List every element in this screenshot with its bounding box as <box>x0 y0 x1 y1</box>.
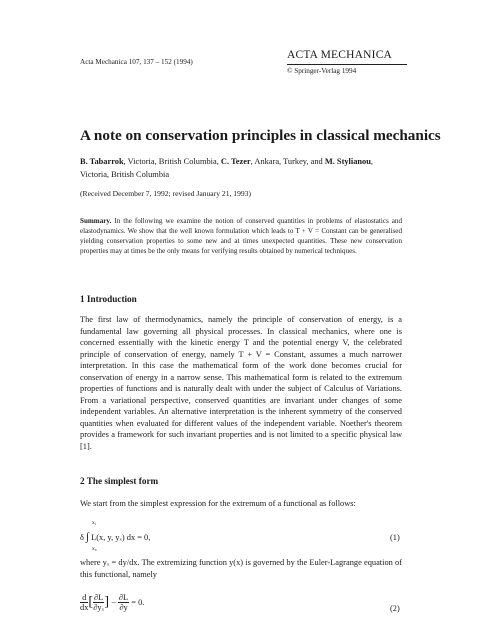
copyright-notice: © Springer-Verlag 1994 <box>287 67 357 75</box>
fraction: $\frac{\partial L}{\text{∂yₓ}}$ <box>93 593 105 612</box>
abstract <box>80 216 402 256</box>
body-paragraph: The first law of thermodynamics, namely the principle of conservation of energy, is a fundamental law governing all physical processes. In classical mechanics, where one is concerned essentially with the kinetic energy T and the potential energy V, the celebrated principle of conservation of energy, namely T + V = Constant, assumes a much narrower interpretation. In this case the mathematical form of the work done becomes crucial for conservation of energy in a narrow sense. This mathematical form is related to the extremum properties of functions and is naturally dealt with under the subject of Calculus of Variations. From a variational perspective, conserved quantities are invariant under changes of some independent variables. An alternative interpretation is the inherent symmetry of the conserved quantities when evaluated for different values of the independent variable. Noether's theorem provides a framework for such invariant properties and is not limited to a specific physical law [1]. <box>80 315 402 452</box>
equation-1-body: L(x, y, yₓ) dx = 0, <box>91 533 151 542</box>
equation-1 <box>80 531 150 543</box>
fraction: $\frac{\partial L}{\partial y}$ <box>118 593 129 612</box>
author-affiliation: , Ankara, Turkey, and <box>250 157 325 166</box>
body-paragraph: where yₓ = dy/dx. The extremizing function y(x) is governed by the Euler-Lagrange equation of this functional, namely <box>80 558 402 579</box>
fraction: $\frac{d}{dx}$ <box>80 593 89 612</box>
header-rule <box>287 64 407 65</box>
journal-name: ACTA MECHANICA <box>287 49 393 61</box>
author-name: B. Tabarrok <box>80 157 124 166</box>
section-heading: 1 Introduction <box>80 294 137 304</box>
equation-number: (1) <box>390 533 400 542</box>
journal-citation: Acta Mechanica 107, 137 – 152 (1994) <box>80 58 193 66</box>
author-name: C. Tezer <box>220 157 251 166</box>
received-dates: (Received December 7, 1992; revised January 21, 1993) <box>80 189 252 198</box>
equation-number: (2) <box>390 604 400 613</box>
author-affiliation: , Victoria, British Columbia, <box>123 157 221 166</box>
integral-sign: ∫ <box>86 531 90 543</box>
author-list <box>80 156 402 181</box>
integral-lower-limit: x₀ <box>92 546 97 552</box>
integral-upper-limit: x₁ <box>92 520 97 526</box>
variation-symbol: δ <box>80 533 84 542</box>
abstract-label: Summary. <box>80 217 112 225</box>
section-heading: 2 The simplest form <box>80 476 159 486</box>
paper-title: A note on conservation principles in classical mechanics <box>80 127 441 144</box>
body-paragraph: We start from the simplest expression for the extremum of a functional as follows: <box>80 499 356 508</box>
equation-2: $\frac{d}{dx}$ [ $\frac{\partial L}{\text{∂yₓ}}$ ] − $\frac{\partial L}{\partial y}$ = 0. <box>80 593 145 612</box>
author-affiliation: , Victoria, British Columbia <box>80 157 373 179</box>
author-name: M. Stylianou <box>324 157 371 166</box>
abstract-text: In the following we examine the notion of conserved quantities in problems of elastostatics and elastodynamics. We show that the well known formulation which leads to T + V = Constant can be generalised yielding conservation properties to some new and at times unexpected quantities. These new conservation properties may at times be the only means for verifying results obtained by numerical techniques. <box>80 217 402 256</box>
